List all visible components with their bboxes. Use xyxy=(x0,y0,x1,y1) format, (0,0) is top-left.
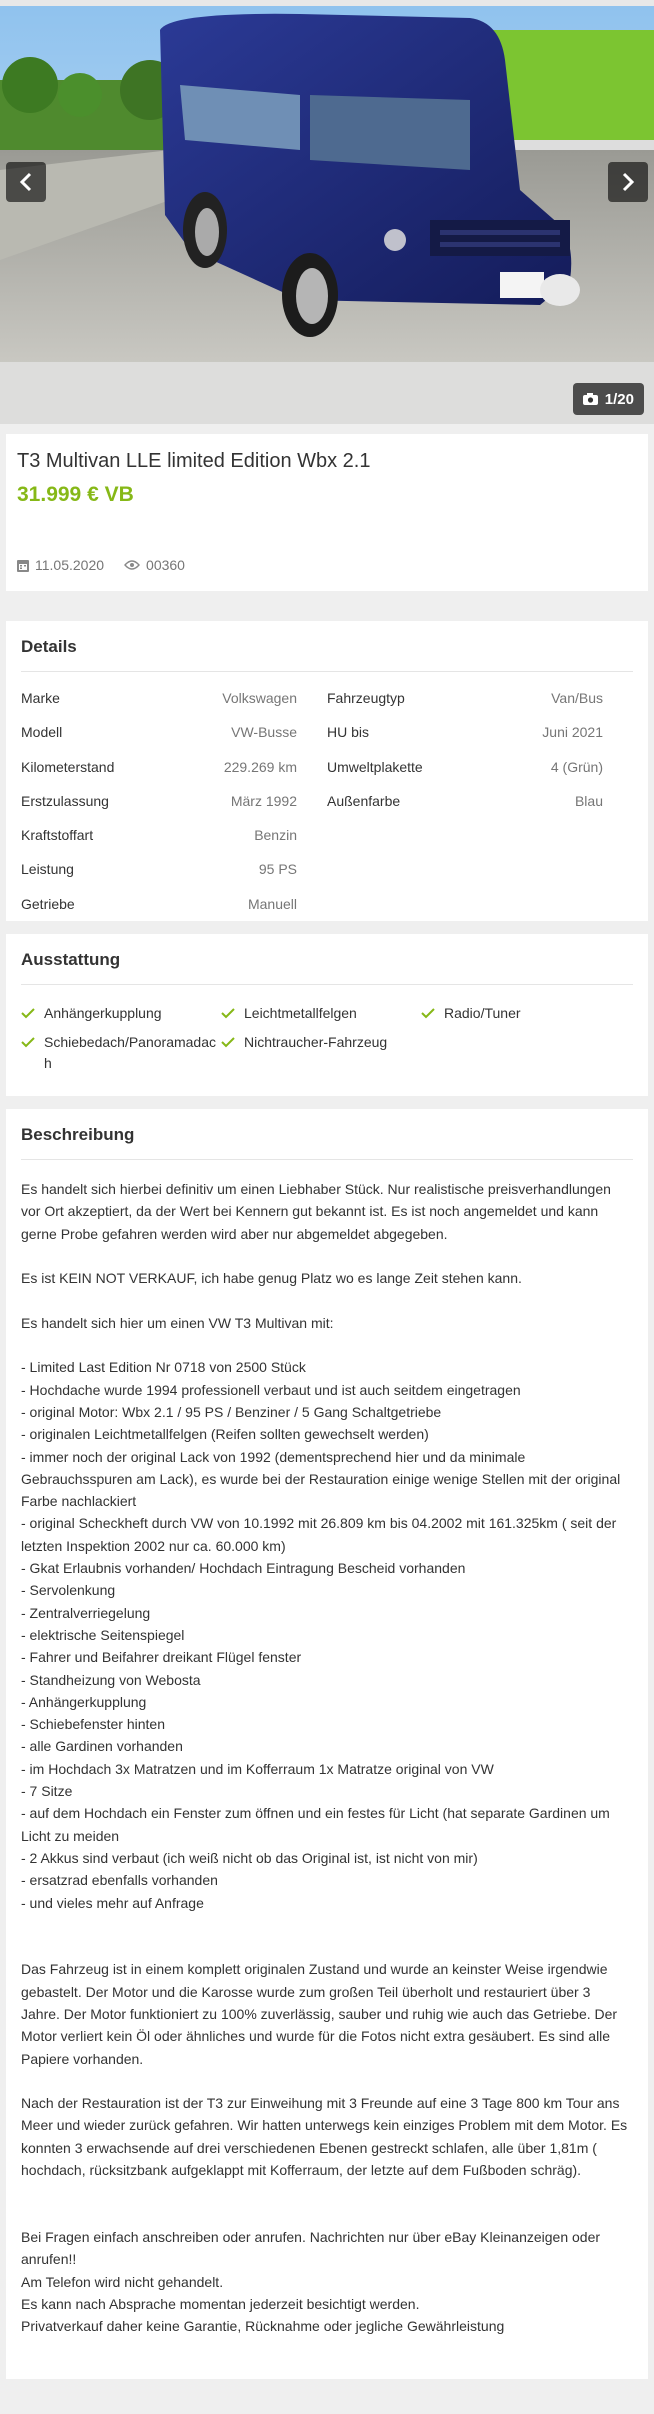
listing-header xyxy=(6,434,648,591)
description-spacer xyxy=(21,2070,633,2092)
chevron-left-icon xyxy=(19,172,33,192)
listing-title: T3 Multivan LLE limited Edition Wbx 2.1 xyxy=(17,450,371,472)
description-paragraph: Nach der Restauration ist der T3 zur Einweihung mit 3 Freunde auf eine 3 Tage 800 km Tour ans Meer und wieder zurück gefahren. Wir hatten unterwegs kein einziges Problem mit dem Motor. Es konnten 3 erwachsende auf drei verschiedenen Ebenen gestreckt schlafen, alle über 1,81m ( hochdach, rücksitzbank aufgeklappt mit Kofferraum, der letzte auf dem Fußboden schräg). xyxy=(21,2095,632,2179)
calendar-icon xyxy=(17,559,29,572)
equipment-heading: Ausstattung xyxy=(21,950,633,985)
vehicle-photo[interactable] xyxy=(0,0,654,424)
detail-label: Kilometerstand xyxy=(21,758,115,775)
detail-value: Benzin xyxy=(254,827,297,844)
check-icon xyxy=(221,1008,235,1019)
equipment-item xyxy=(421,1003,621,1024)
detail-value: Juni 2021 xyxy=(542,724,603,741)
detail-row xyxy=(21,861,297,895)
equipment-item xyxy=(21,1032,221,1074)
detail-row xyxy=(327,690,603,724)
equipment-item xyxy=(221,1003,421,1024)
listing-views xyxy=(124,557,185,573)
date-text: 11.05.2020 xyxy=(35,557,105,573)
details-heading: Details xyxy=(21,637,633,672)
description-feature-list: - Limited Last Edition Nr 0718 von 2500 Stück - Hochdache wurde 1994 professionell verbaut und ist auch seitdem eingetragen - original Motor: Wbx 2.1 / 95 PS / Benziner / 5 Gang Schaltgetriebe - originalen Leichtmetallfelgen (Reifen sollten gewechselt werden) - immer noch der original Lack von 1992 (dementsprechend hier und da minimale Gebrauchsspuren am Lack), es wurde bei der Restauration einige wenige Stellen mit der original Farbe nachlackiert - original Scheckheft durch VW von 10.1992 mit 26.809 km bis 04.2002 mit 161.325km ( seit der letzten Inspektion 2002 nur ca. 60.000 km) - Gkat Erlaubnis vorhanden/ Hochdach Eintragung Bescheid vorhanden - Servolenkung - Zentralverriegelung - elektrische Seitenspiegel - Fahrer und Beifahrer dreikant Flügel fenster - Standheizung von Webosta - Anhängerkupplung - Schiebefenster hinten - alle Gardinen vorhanden - im Hochdach 3x Matratzen und im Kofferraum 1x Matratze original von VW - 7 Sitze - auf dem Hochdach ein Fenster zum öffnen und ein festes für Licht (hat separate Gardinen um Licht zu meiden - 2 Akkus sind verbaut (ich weiß nicht ob das Original ist, ist nicht von mir) - ersatzrad ebenfalls vorhanden - und vieles mehr auf Anfrage xyxy=(21,1359,621,1911)
listing-date xyxy=(17,557,104,573)
description-paragraph: Das Fahrzeug ist in einem komplett originalen Zustand und wurde an keinster Weise irgendwie gebastelt. Der Motor und die Karosse wurde zum großen Teil überholt und restauriert über 3 Jahre. Der Motor funktioniert zu 100% zuverlässig, sauber und ruhig wie auch das Getriebe. Der Motor verliert kein Öl oder ähnliches und wurde für die Fotos nicht extra gesäubert. Es sind alle Papiere vorhanden. xyxy=(21,1961,621,2067)
listing-meta xyxy=(17,557,637,573)
detail-row xyxy=(21,759,297,793)
detail-label: Außenfarbe xyxy=(327,792,401,809)
description-paragraph: Es handelt sich hier um einen VW T3 Multivan mit: xyxy=(21,1314,334,1331)
detail-label: Umweltplakette xyxy=(327,758,423,775)
detail-label: Marke xyxy=(21,690,60,706)
detail-value: Manuell xyxy=(247,895,297,912)
chevron-right-icon xyxy=(621,172,635,192)
detail-value: Blau xyxy=(574,792,603,809)
description-paragraph: Es ist KEIN NOT VERKAUF, ich habe genug Platz wo es lange Zeit stehen kann. xyxy=(21,1270,522,1287)
equipment-section xyxy=(6,934,648,1096)
detail-value: 95 PS xyxy=(258,861,297,878)
check-icon xyxy=(21,1037,35,1048)
detail-row xyxy=(21,827,297,861)
check-icon xyxy=(221,1037,235,1048)
detail-row xyxy=(327,793,603,827)
detail-label: Modell xyxy=(21,724,63,741)
detail-row xyxy=(21,690,297,724)
detail-value: Volkswagen xyxy=(222,690,297,706)
description-spacer xyxy=(21,1289,633,1311)
equipment-label: Radio/Tuner xyxy=(444,1005,521,1021)
detail-row xyxy=(21,896,297,930)
detail-label: HU bis xyxy=(327,724,370,741)
description-spacer xyxy=(21,1936,633,1958)
check-icon xyxy=(421,1008,435,1019)
description-spacer xyxy=(21,1334,633,1356)
detail-row xyxy=(327,759,603,793)
description-paragraph: Es handelt sich hierbei definitiv um einen Liebhaber Stück. Nur realistische preisverhandlungen vor Ort akzeptiert, da der Wert bei Kennern gut bekannt ist. Es ist noch angemeldet und kann gerne Probe gefahren werden wird aber nur abgemeldet abgegeben. xyxy=(21,1181,615,1242)
detail-label: Fahrzeugtyp xyxy=(327,690,405,706)
details-section xyxy=(6,621,648,921)
listing-price: 31.999 € VB xyxy=(17,483,134,506)
detail-row xyxy=(21,724,297,758)
description-spacer xyxy=(21,2181,633,2203)
equipment-label: Leichtmetallfelgen xyxy=(244,1005,357,1021)
detail-value: Van/Bus xyxy=(551,690,603,706)
equipment-label: Anhängerkupplung xyxy=(44,1005,162,1021)
description-section xyxy=(6,1109,648,2379)
photo-counter-text: 1/20 xyxy=(604,390,634,408)
photo-counter xyxy=(573,383,644,415)
detail-label: Leistung xyxy=(21,861,74,878)
detail-label: Kraftstoffart xyxy=(21,827,94,844)
detail-value: VW-Busse xyxy=(231,724,297,741)
detail-value: März 1992 xyxy=(230,792,297,809)
detail-value: 4 (Grün) xyxy=(550,758,603,775)
previous-photo-button[interactable] xyxy=(6,162,46,202)
detail-row xyxy=(327,724,603,758)
equipment-item xyxy=(221,1032,421,1074)
equipment-label: Schiebedach/Panoramadach xyxy=(44,1034,217,1071)
details-left-column xyxy=(21,690,297,930)
equipment-item xyxy=(21,1003,221,1024)
description-paragraph: Bei Fragen einfach anschreiben oder anrufen. Nachrichten nur über eBay Kleinanzeigen oder anrufen!! Am Telefon wird nicht gehandelt. Es kann nach Absprache momentan jederzeit besichtigt werden. Privatverkauf daher keine Garantie, Rücknahme oder jegliche Gewährleistung xyxy=(21,2228,601,2335)
detail-row xyxy=(21,793,297,827)
details-right-column xyxy=(327,690,603,930)
detail-label: Erstzulassung xyxy=(21,792,109,809)
next-photo-button[interactable] xyxy=(608,162,648,202)
detail-value: 229.269 km xyxy=(223,758,297,775)
camera-icon xyxy=(583,393,598,405)
photo-gallery[interactable] xyxy=(0,0,654,424)
description-spacer xyxy=(21,2204,633,2226)
views-text: 00360 xyxy=(146,557,185,573)
description-heading: Beschreibung xyxy=(21,1125,633,1160)
eye-icon xyxy=(124,560,140,570)
detail-label: Getriebe xyxy=(21,895,75,912)
check-icon xyxy=(21,1008,35,1019)
equipment-label: Nichtraucher-Fahrzeug xyxy=(244,1034,388,1050)
description-spacer xyxy=(21,1245,633,1267)
description-spacer xyxy=(21,1914,633,1936)
